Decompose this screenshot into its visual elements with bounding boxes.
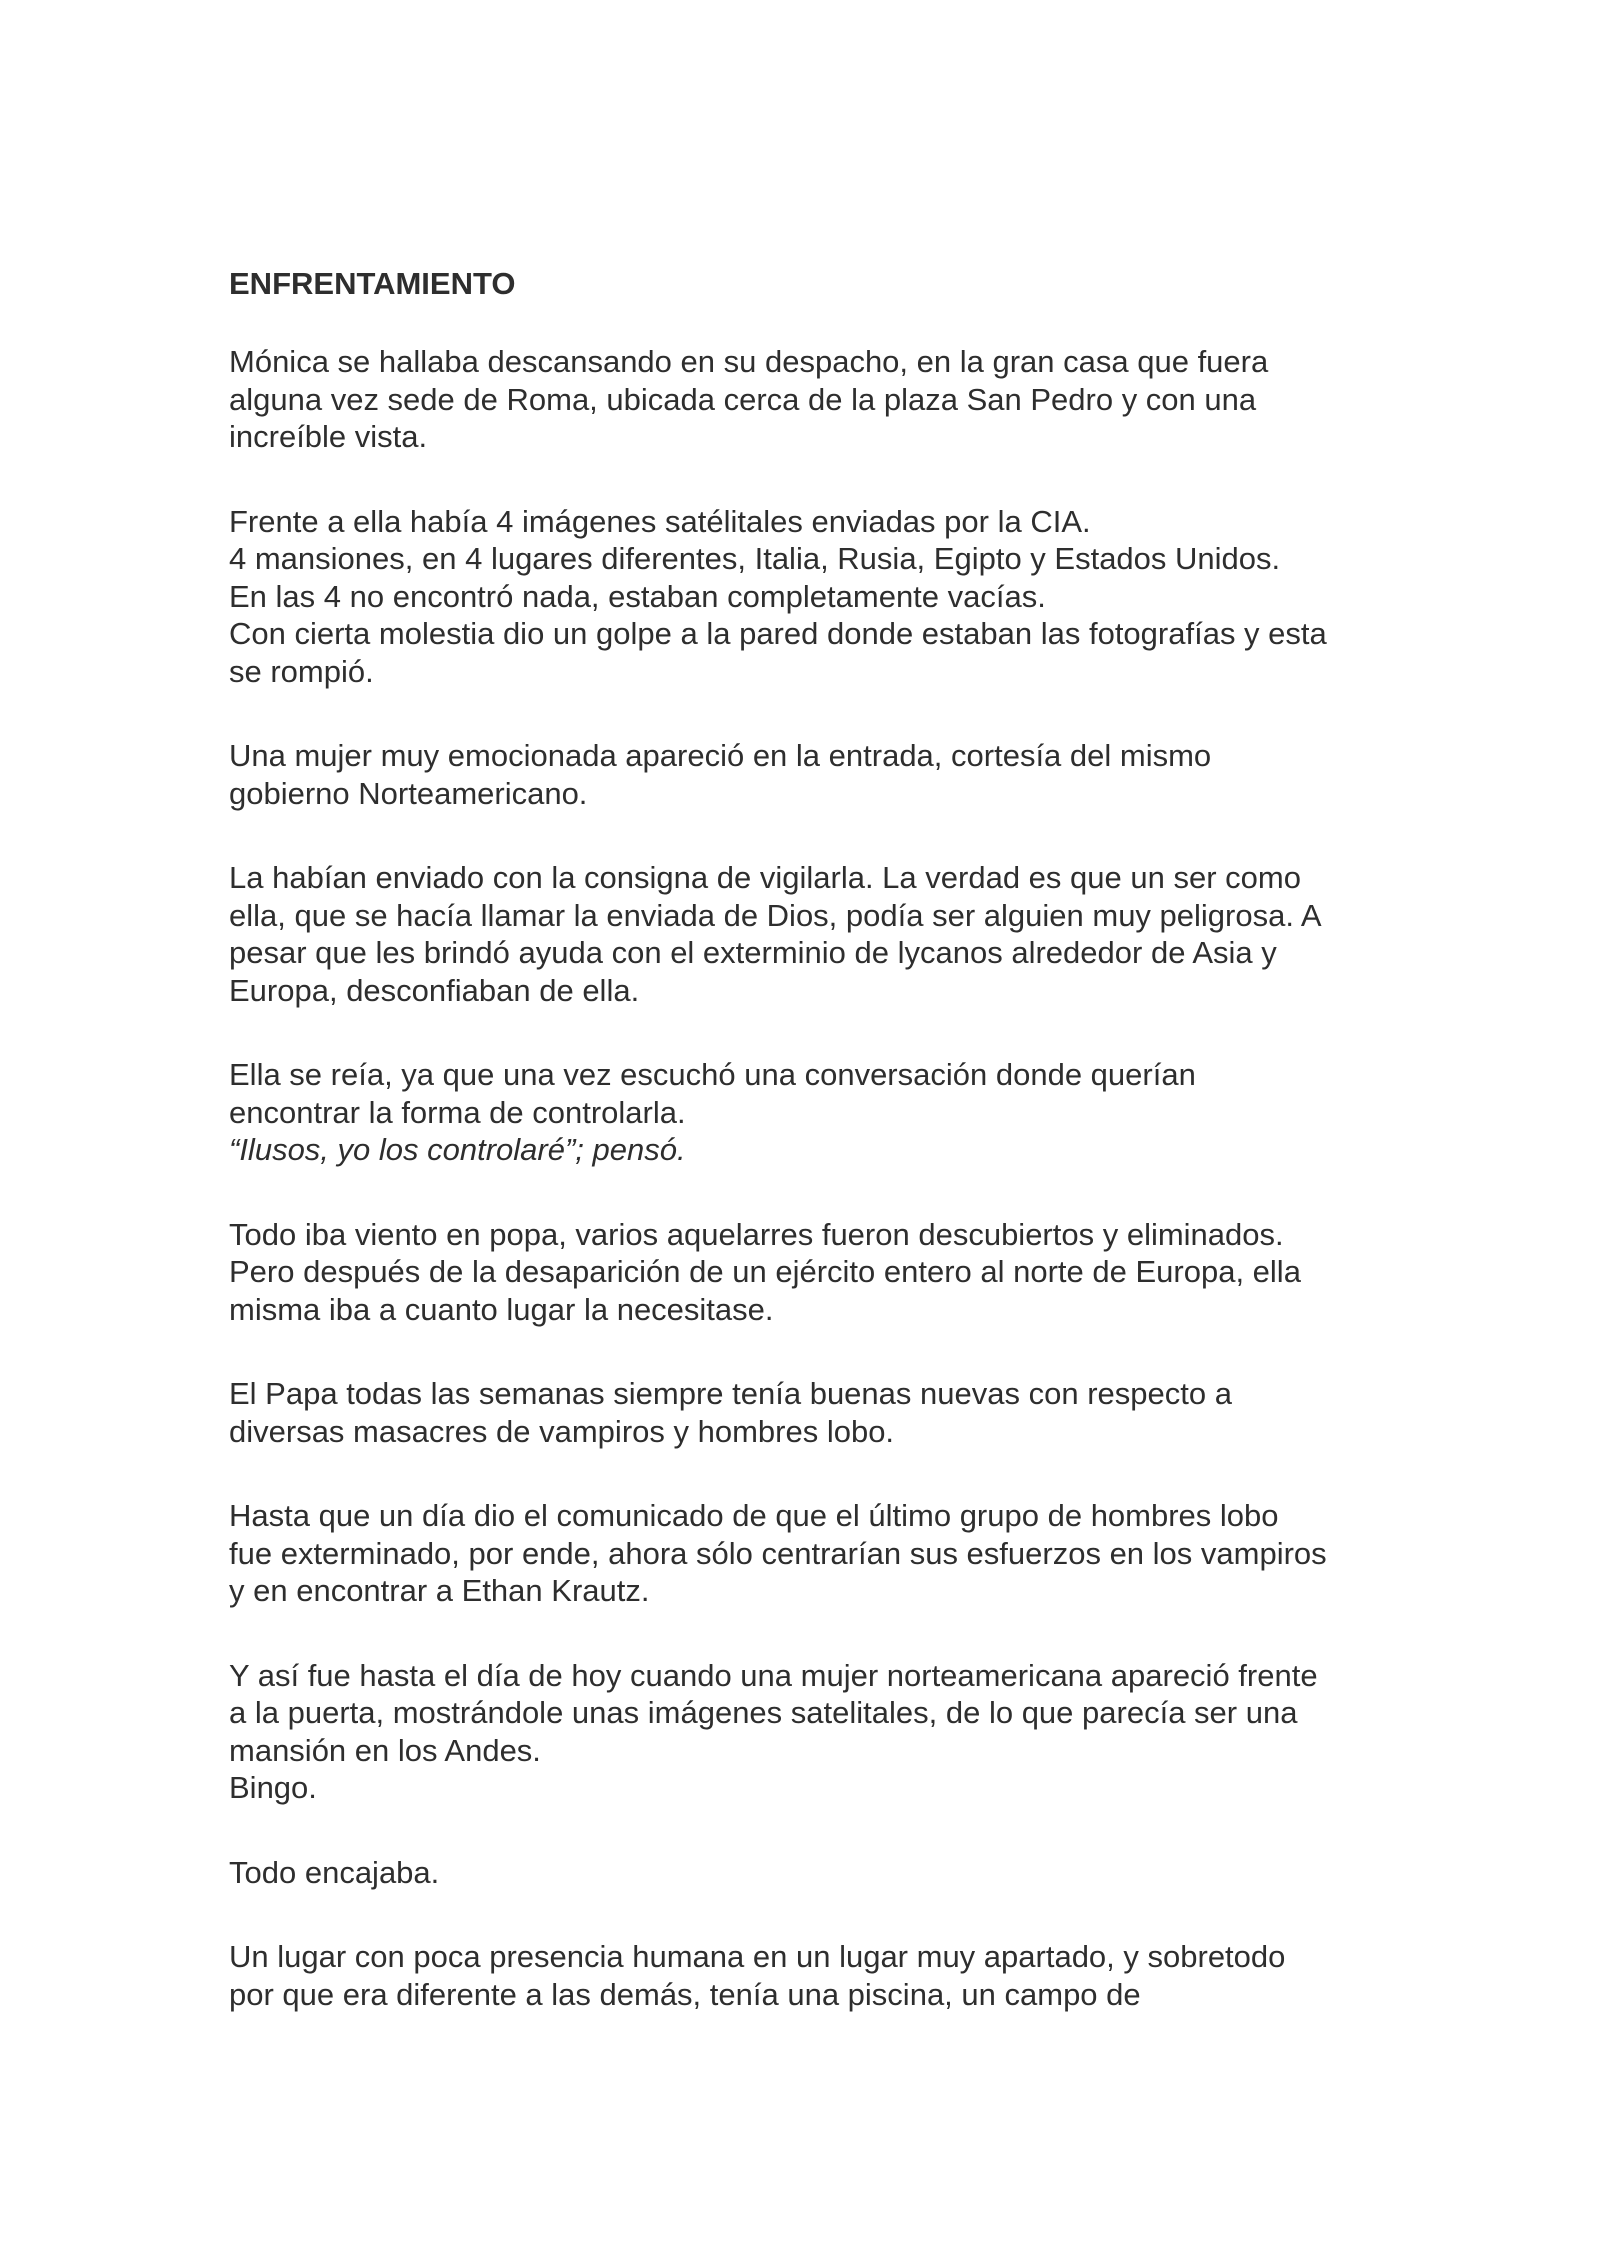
document-title: ENFRENTAMIENTO bbox=[229, 266, 516, 301]
paragraph-line: y en encontrar a Ethan Krautz. bbox=[229, 1573, 650, 1608]
paragraph-line: El Papa todas las semanas siempre tenía buenas nuevas con respecto a bbox=[229, 1376, 1232, 1411]
paragraph-line: Con cierta molestia dio un golpe a la pared donde estaban las fotografías y esta bbox=[229, 616, 1327, 651]
paragraph-3 bbox=[229, 737, 1389, 812]
paragraph-line: increíble vista. bbox=[229, 419, 428, 454]
paragraph-11 bbox=[229, 1938, 1389, 2013]
paragraph-7 bbox=[229, 1375, 1389, 1450]
paragraph-line: encontrar la forma de controlarla. bbox=[229, 1094, 686, 1130]
paragraph-line: Europa, desconfiaban de ella. bbox=[229, 972, 640, 1008]
paragraph-line: diversas masacres de vampiros y hombres lobo. bbox=[229, 1413, 895, 1449]
paragraph-line: Bingo. bbox=[229, 1770, 317, 1805]
paragraph-1 bbox=[229, 343, 1389, 456]
paragraph-line: La habían enviado con la consigna de vigilarla. La verdad es que un ser como bbox=[229, 860, 1301, 895]
paragraph-line: Ella se reía, ya que una vez escuchó una conversación donde querían bbox=[229, 1057, 1196, 1092]
paragraph-8 bbox=[229, 1497, 1389, 1610]
paragraph-line: Un lugar con poca presencia humana en un lugar muy apartado, y sobretodo bbox=[229, 1939, 1286, 1974]
italic-quote-line: “Ilusos, yo los controlaré”; pensó. bbox=[229, 1132, 686, 1167]
paragraph-line: En las 4 no encontró nada, estaban completamente vacías. bbox=[229, 578, 1046, 614]
paragraph-line: Pero después de la desaparición de un ejército entero al norte de Europa, ella bbox=[229, 1254, 1301, 1289]
paragraph-9 bbox=[229, 1657, 1389, 1807]
paragraph-line: Todo encajaba. bbox=[229, 1854, 440, 1890]
paragraph-line: Mónica se hallaba descansando en su despacho, en la gran casa que fuera bbox=[229, 344, 1269, 379]
paragraph-5 bbox=[229, 1056, 1389, 1169]
paragraph-line: mansión en los Andes. bbox=[229, 1732, 541, 1768]
paragraph-line: Y así fue hasta el día de hoy cuando una mujer norteamericana apareció frente bbox=[229, 1657, 1318, 1693]
paragraph-line: misma iba a cuanto lugar la necesitase. bbox=[229, 1291, 774, 1327]
paragraph-6 bbox=[229, 1216, 1389, 1329]
paragraph-line: Todo iba viento en popa, varios aquelarres fueron descubiertos y eliminados. bbox=[229, 1216, 1284, 1252]
paragraph-line: alguna vez sede de Roma, ubicada cerca de la plaza San Pedro y con una bbox=[229, 381, 1257, 417]
paragraph-10 bbox=[229, 1854, 1389, 1892]
paragraph-line: Hasta que un día dio el comunicado de que el último grupo de hombres lobo bbox=[229, 1498, 1279, 1533]
document-page bbox=[229, 262, 1389, 2060]
paragraph-line: a la puerta, mostrándole unas imágenes satelitales, de lo que parecía ser una bbox=[229, 1695, 1298, 1730]
paragraph-line: se rompió. bbox=[229, 653, 374, 689]
paragraph-line: gobierno Norteamericano. bbox=[229, 775, 588, 811]
paragraph-line: Una mujer muy emocionada apareció en la entrada, cortesía del mismo bbox=[229, 738, 1212, 773]
paragraph-line: por que era diferente a las demás, tenía una piscina, un campo de bbox=[229, 1976, 1141, 2012]
paragraph-line: Frente a ella había 4 imágenes satélitales enviadas por la CIA. bbox=[229, 503, 1091, 539]
paragraph-4 bbox=[229, 859, 1389, 1009]
paragraph-line: fue exterminado, por ende, ahora sólo centrarían sus esfuerzos en los vampiros bbox=[229, 1535, 1327, 1571]
paragraph-2 bbox=[229, 503, 1389, 691]
paragraph-line: 4 mansiones, en 4 lugares diferentes, Italia, Rusia, Egipto y Estados Unidos. bbox=[229, 541, 1281, 576]
paragraph-line: pesar que les brindó ayuda con el exterminio de lycanos alrededor de Asia y bbox=[229, 935, 1277, 970]
paragraph-line: ella, que se hacía llamar la enviada de Dios, podía ser alguien muy peligrosa. A bbox=[229, 897, 1322, 933]
